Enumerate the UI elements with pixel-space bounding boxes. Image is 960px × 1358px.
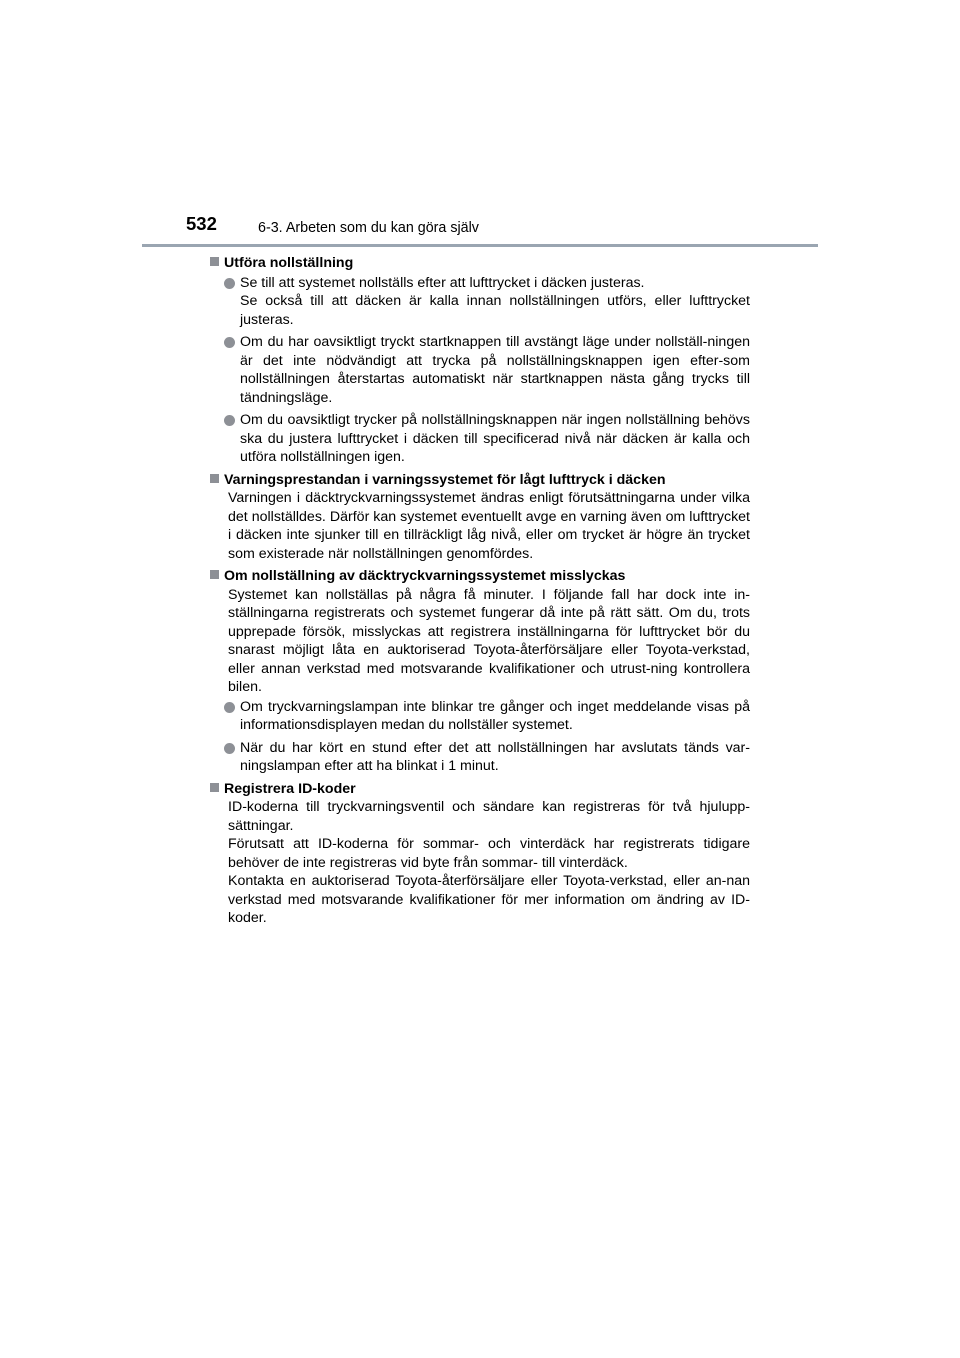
paragraph (228, 798, 750, 928)
page-content (210, 254, 750, 932)
list-item (210, 411, 750, 467)
section-title: 6-3. Arbeten som du kan göra själv (258, 220, 479, 236)
section-heading-text: Om nollställning av däcktryckvarningssystemet misslyckas (224, 568, 626, 584)
bullet-text: Om du har oavsiktligt tryckt startknappen till avstängt läge under nollställ-ningen är det inte nödvändigt att trycka på nollställningsknappen igen efter-som nollställningen återstartas automatiskt när startknappen nästa gång trycks till tändningsläge. (240, 334, 750, 406)
bullet-text (240, 274, 750, 330)
bullet-list (210, 274, 750, 467)
paragraph: Varningen i däcktryckvarningssystemet ändras enligt förutsättningarna under vilka det nollställdes. Därför kan systemet eventuellt avge en varning även om lufttrycket i däcken inte sjunker till en tillräckligt låg nivå, eller om trycket är högre än trycket som existerade när nollställningen genomfördes. (228, 490, 750, 562)
section-heading-text: Varningsprestandan i varningssystemet för lågt lufttryck i däcken (224, 471, 666, 488)
round-bullet-icon (224, 702, 235, 713)
list-item (210, 333, 750, 407)
square-bullet-icon (210, 783, 219, 792)
list-item (210, 698, 750, 735)
bullet-line: Se också till att däcken är kalla innan nollställningen utförs, eller lufttrycket justeras. (240, 293, 750, 328)
section-nollstallning-misslyckas (210, 567, 750, 776)
square-bullet-icon (210, 474, 219, 483)
page-number: 532 (186, 213, 217, 234)
paragraph: Systemet kan nollställas på några få minuter. I följande fall har dock inte in-ställningarna registrerats och systemet fungerar då inte på rätt sätt. Om du, trots upprepade försök, misslyckas att registrera inställningarna för lufttrycket bör du snarast möjligt låta en auktoriserad Toyota-återförsäljare eller Toyota-verkstad, eller annan verkstad med motsvarande kvalifikationer och utrust-ning kontrollera bilen. (228, 586, 750, 695)
section-heading (210, 780, 750, 799)
section-varningsprestandan (210, 471, 750, 564)
round-bullet-icon (224, 337, 235, 348)
round-bullet-icon (224, 743, 235, 754)
list-item (210, 739, 750, 776)
bullet-text: När du har kört en stund efter det att nollställningen har avslutats tänds var-ningslampan efter att ha blinkat i 1 minut. (240, 739, 750, 774)
section-heading (210, 254, 750, 273)
section-heading-text: Registrera ID-koder (224, 780, 356, 797)
square-bullet-icon (210, 570, 219, 579)
section-registrera-id-koder (210, 780, 750, 928)
section-heading (210, 471, 750, 490)
round-bullet-icon (224, 415, 235, 426)
bullet-line: Se till att systemet nollställs efter att lufttrycket i däcken justeras. (240, 274, 645, 291)
round-bullet-icon (224, 278, 235, 289)
paragraph-line: Förutsatt att ID-koderna för sommar- och vinterdäck har registrerats tidigare behöver de inte registreras vid byte från sommar- till vinterdäck. (228, 836, 750, 871)
bullet-list (210, 698, 750, 776)
section-utfora-nollstallning (210, 254, 750, 467)
square-bullet-icon (210, 257, 219, 266)
bullet-text: Om tryckvarningslampan inte blinkar tre gånger och inget meddelande visas på informationsdisplayen medan du nollställer systemet. (240, 698, 750, 733)
list-item (210, 274, 750, 330)
section-heading (210, 567, 750, 586)
paragraph-line: ID-koderna till tryckvarningsventil och sändare kan registreras för två hjulupp-sättningar. (228, 799, 750, 834)
section-heading-text: Utföra nollställning (224, 255, 354, 271)
bullet-text: Om du oavsiktligt trycker på nollställningsknappen när ingen nollställning behövs ska du justera lufttrycket i däcken till specificerad nivå när däcken är kalla och utföra nollställningen igen. (240, 412, 750, 465)
paragraph-line: Kontakta en auktoriserad Toyota-återförsäljare eller Toyota-verkstad, eller an-nan verkstad med motsvarande kvalifikationer för mer information om ändring av ID-koder. (228, 873, 750, 926)
page-header (186, 213, 806, 241)
header-rule (142, 244, 818, 247)
